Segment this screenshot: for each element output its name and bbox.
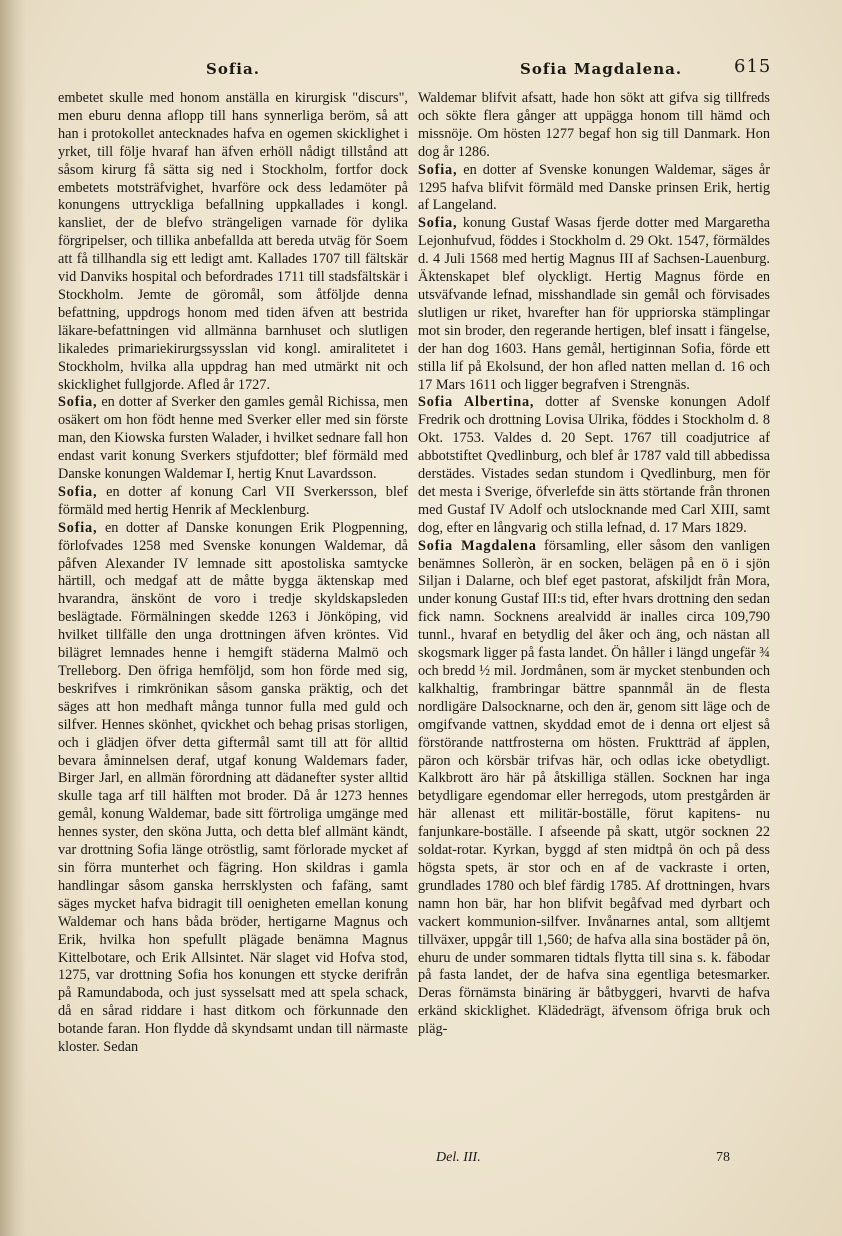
entry-text: en dotter af konung Carl VII Sverkersson, blef förmäld med hertig Henrik af Mecklenburg. (58, 483, 409, 518)
volume-footer: Del. III. (436, 1150, 481, 1165)
entry-paragraph (418, 90, 770, 162)
entry-text: en dotter af Danske konungen Erik Plogpenning, förlofvades 1258 med Svenske konungen Waldemar, då påfven Alexander IV lemnade sitt apostoliska samtycke härtill, och medgaf att de måtte bygga äktenskap med hvarandra, änskönt de voro i tredje skyldskapsleden beslägtade. Förmälningen skedde 1263 i Jönköping, vid hvilket tillfälle den unga drottningen äfven kröntes. Vid bilägret lemnades henne i hemgift städerna Malmö och Trelleborg. Den öfriga hemföljd, som hon förde med sig, beskrifves i rimkrönikan såsom ganska präktig, och det säges att hon medhaft många tunnor fulla med guld och silfver. Hennes skönhet, qvickhet och behag prisas storligen, och i glädjen öfver detta giftermål samt till att för alltid bevara åminnelsen deraf, utgaf konung Waldemars fader, Birger Jarl, en allmän förordning att dädanefter syster alltid skulle taga arf till hälften mot broder. Då år 1273 hennes gemål, konung Waldemar, bade sitt förtroliga umgänge med hennes syster, den sköna Jutta, och detta blef allmänt kändt, var drottning Sofia länge otröstlig, samt förlorade mycket af sin förra munterhet och fägring. Hon skildras i gamla handlingar såsom ganska herrsklysten och fafäng, samt säges mycket hafva bidragit till oenigheten emellan konung Waldemar och hans båda bröder, hertigarne Magnus och Erik, hvilka hon spefullt plägade benämna Magnus Kittelbotare, och Erik Allsintet. När slaget vid Hofva stod, 1275, var drottning Sofia hos konungen ett stycke derifrån på Ramundaboda, och just sysselsatt med att spela schack, då en sårad riddare i hast ditkom och förkunnade den botande faran. Hon flydde då skyndsamt undan till närmaste kloster. Sedan (58, 519, 409, 1056)
running-head-right: Sofia Magdalena. (520, 60, 683, 78)
signature-mark: 78 (716, 1150, 730, 1165)
entry-headword: Sofia, (58, 394, 98, 411)
entry-paragraph (58, 520, 408, 1057)
entry-paragraph (418, 394, 770, 537)
running-head-left: Sofia. (206, 60, 260, 78)
page-binding-edge (0, 0, 26, 1236)
entry-text: Waldemar blifvit afsatt, hade hon sökt att gifva sig tillfreds och sökte flera gånger att uppägga honom till hämd och missnöje. Om hösten 1277 begaf hon sig till Danmark. Hon dog år 1286. (418, 90, 770, 160)
entry-paragraph (58, 90, 408, 394)
entry-headword: Sofia, (418, 215, 458, 232)
entry-text: en dotter af Svenske konungen Waldemar, säges år 1295 hafva blifvit förmäld med Danske prinsen Erik, hertig af Langeland. (418, 161, 770, 214)
entry-headword: Sofia Albertina, (418, 394, 535, 411)
right-column (418, 90, 770, 1039)
entry-text: konung Gustaf Wasas fjerde dotter med Margaretha Lejonhufvud, föddes i Stockholm d. 29 Okt. 1547, förmäldes d. 4 Juli 1568 med hertig Magnus III af Sachsen-Lauenburg. Äktenskapet blef olyckligt. Hertig Magnus förde en utsväfvande lefnad, misshandlade sin gemål och förvisades slutligen ur riket, hvarefter han för uppriorska stämplingar mot sin broder, den regerande hertigen, blef insatt i fängelse, der han dog 1603. Hans gemål, hertiginnan Sofia, förde ett stilla lif på Ekolsund, der hon afled natten mellan d. 16 och 17 Mars 1611 och ligger begrafven i Strengnäs. (418, 215, 770, 393)
entry-paragraph (418, 215, 770, 394)
entry-paragraph (418, 538, 770, 1039)
entry-text: embetet skulle med honom anställa en kirurgisk "discurs", men eburu denna aflopp till hans synnerliga beröm, så att han i protokollet antecknades hafva en ogemen skicklighet i yrket, till följe hvaraf han äfven erhöll nådigt tillstånd att såsom kirurg få sätta sig ned i Stockholm, fortfor dock embetets motsträfvighet, hvarföre ock dess ledamöter på konungens uttryckliga befallning uppkallades i kongl. kansliet, der de blefvo strängeligen varnade för dylika förgripelser, och tillika anbefallda att bereda utväg för Soem att få tillhandla sig ett ledigt amt. Kallades 1707 till fältskär vid Danviks hospital och befordrades 1711 till stadsfältskär i Stockholm. Jemte de göromål, som åtföljde denna befattning, uppdrogs honom med tiden äfven att bestrida läkare-befattningen vid allmänna barnhuset och slutligen likaledes primariekirurgssysslan vid kongl. amiralitetet i Stockholm, hvilka alla uppdrag han med utmärkt nit och skicklighet fullgjorde. Afled år 1727. (58, 90, 408, 393)
entry-paragraph (418, 162, 770, 216)
entry-paragraph (58, 484, 408, 520)
entry-text: församling, eller såsom den vanligen benämnes Solleròn, är en socken, belägen på en ö i sjön Siljan i Dalarne, och blef eget pastorat, afskiljdt från Mora, under konung Gustaf III:s tid, efter hvars drottning den sedan fick namn. Socknens arealvidd är inalles circa 109,790 tunnl., hvaraf en betydlig del åker och äng, och nästan all skogsmark ligger på fasta landet. Ön håller i längd ungefär ¾ och bredd ½ mil. Jordmånen, som är mycket stenbunden och kalkhaltig, frambringar bättre spannmål än de flesta nordligäre Dalsocknarne, och den är, genom sitt läge och de omgifvande vattnen, skyddad emot de i denna ort eljest så förstörande nattfrosterna om hösten. Fruktträd af äpplen, päron och körsbär trifvas här, och odlas icke obetydligt. Kalkbrott äro här på åtskilliga ställen. Socknen har inga betydligare egendomar eller herregods, utom prestgården är här allenast ett militär-boställe, förut kapitens- nu fanjunkare-boställe. I afseende på skatt, utgör socknen 22 soldat-rotar. Kyrkan, byggd af sten midtpå ön och på dess högsta spets, är stor och en af de vackraste i orten, grundlades 1780 och blef färdig 1785. Af drottningen, hvars namn hon bär, har hon blifvit begåfvad med dyrbart och vackert kommunion-silfver. Invånarnes antal, som alltjemt tillväxer, uppgår till 1,560; de hafva alla sina bostäder på ön, ehuru de under sommaren tidtals flytta till sina s. k. fäbodar på fasta landet, der de hafva sina egentliga betesmarker. Deras förnämsta binäring är båtbyggeri, hvarvti de hafva erkänd skicklighet. Klädedrägt, äfvensom öfriga bruk och pläg- (418, 537, 771, 1038)
entry-text: dotter af Svenske konungen Adolf Fredrik och drottning Lovisa Ulrika, föddes i Stockholm d. 8 Okt. 1753. Valdes d. 20 Sept. 1767 till coadjutrice af abbotstiftet Qvedlinburg, och blef år 1787 vald till abbedissa derstädes. Vistades sedan stundom i Qvedlinburg, men för det mesta i Sverige, öfverlefde sin ätts störtande från thronen med Gustaf IV Adolf och utslocknande med Carl XIII, samt dog, efter en långvarig och stilla lefnad, d. 17 Mars 1829. (418, 394, 770, 536)
entry-paragraph (58, 394, 408, 484)
entry-text: en dotter af Sverker den gamles gemål Richissa, men osäkert om hon födt henne med Sverker eller med sin förste man, den Kiowska fursten Walader, i hvilket sednare fall hon endast varit konung Sverkers stjufdotter; blef förmäld med Danske konungen Waldemar I, hertig Knut Lavardsson. (58, 394, 408, 483)
entry-headword: Sofia, (418, 161, 458, 178)
entry-headword: Sofia, (58, 483, 98, 500)
entry-headword: Sofia Magdalena (418, 537, 537, 554)
entry-headword: Sofia, (58, 519, 98, 536)
page-number: 615 (734, 56, 772, 77)
left-column (58, 90, 408, 1057)
